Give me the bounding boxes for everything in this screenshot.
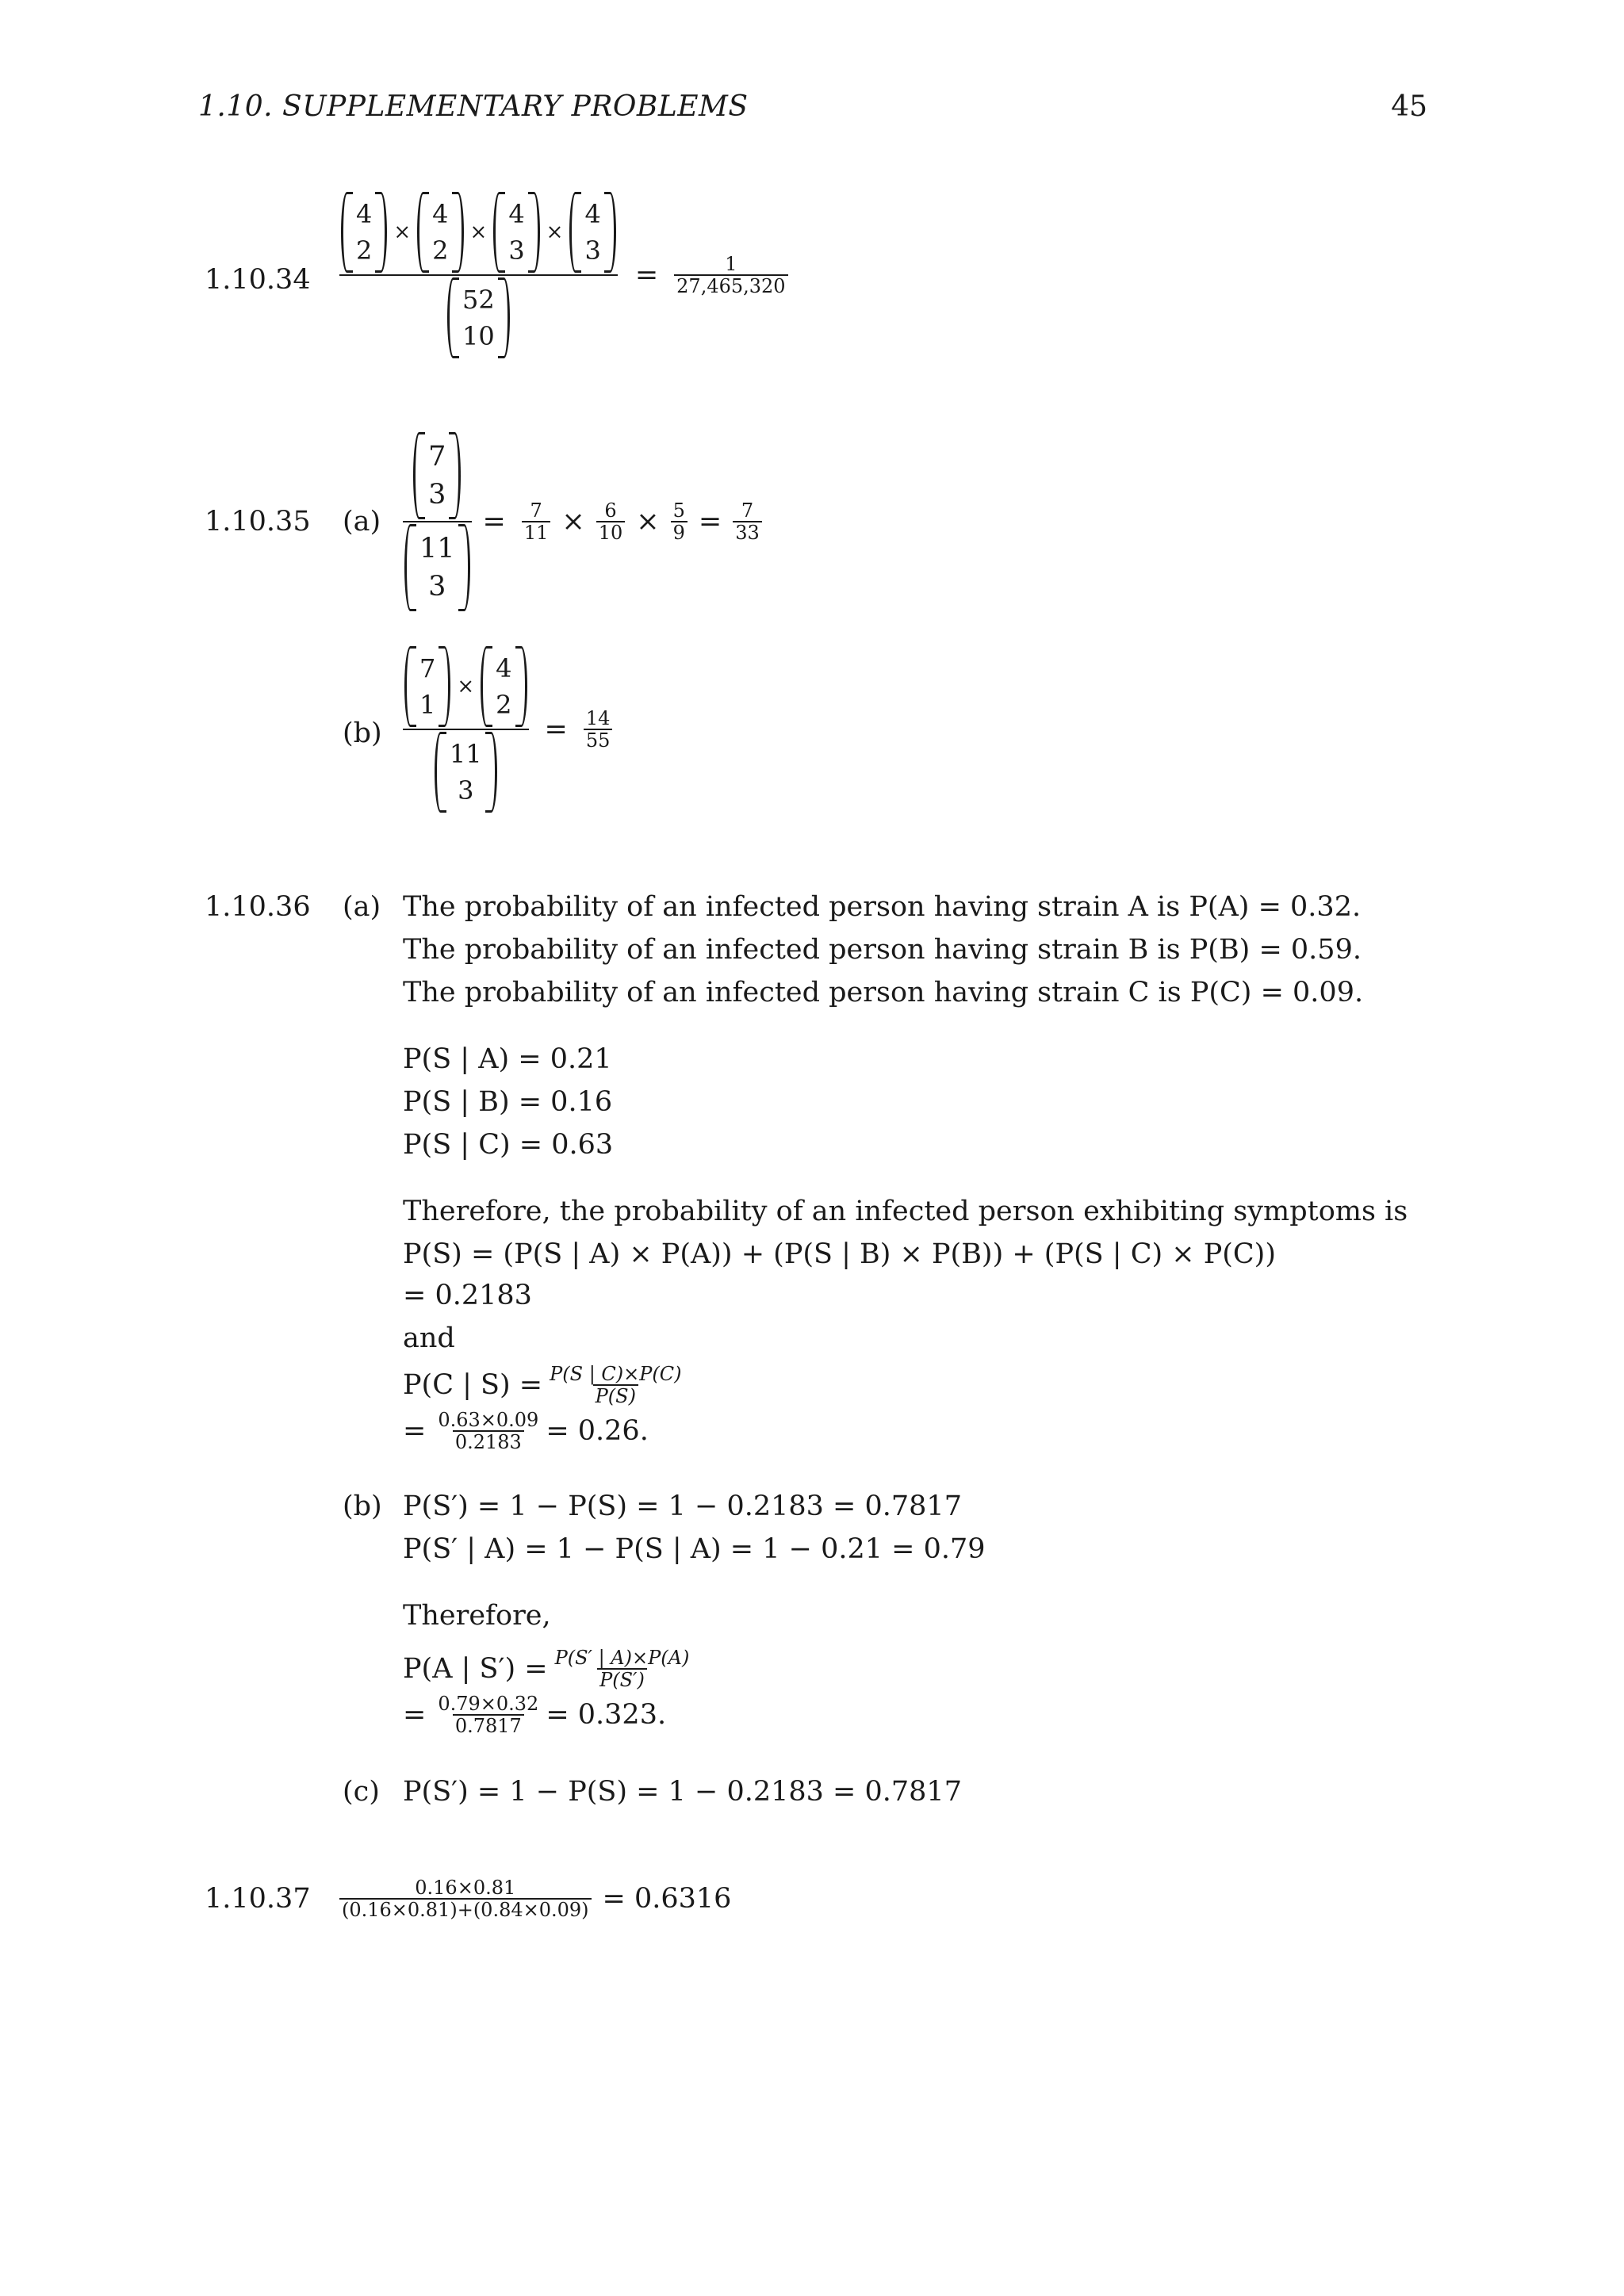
problem-number-37: 1.10.37 bbox=[205, 1883, 311, 1915]
problem-number-35: 1.10.35 bbox=[205, 506, 311, 538]
fraction: $\frac{7}{11}$ bbox=[522, 500, 551, 543]
fraction-35b: 7 1 × 4 2 11 3 bbox=[403, 646, 529, 813]
text-line: The probability of an infected person having strain B is P(B) = 0.59. bbox=[403, 934, 1362, 966]
part-label-a: (a) bbox=[343, 506, 381, 538]
math-line: P(A | S′) = $\frac{P(S' | A)\times P(A)}{P(S')}$ bbox=[403, 1647, 696, 1690]
result-fraction: $\frac{14}{55}$ bbox=[584, 708, 613, 751]
equation-35a: 7 3 11 3 = $\frac{7}{11}$ × $\frac{6}{10}$ × $\frac{5}{9}$ = $\frac{7}{33}$ bbox=[403, 432, 767, 611]
fraction-34 bbox=[339, 192, 618, 358]
binomial: 4 3 bbox=[493, 192, 539, 273]
text-line: Therefore, bbox=[403, 1600, 551, 1632]
fraction: $\frac{0.16\times 0.81}{(0.16\times 0.81)+(0.84\times 0.09)}$ bbox=[339, 1877, 592, 1920]
math-line: P(S′ | A) = 1 − P(S | A) = 1 − 0.21 = 0.79 bbox=[403, 1533, 986, 1565]
math-line: P(S) = (P(S | A) × P(A)) + (P(S | B) × P(B)) + (P(S | C) × P(C)) bbox=[403, 1238, 1276, 1270]
math-line: P(S | A) = 0.21 bbox=[403, 1043, 612, 1075]
binomial: 4 3 bbox=[569, 192, 615, 273]
fraction: $\frac{P(S' | A)\times P(A)}{P(S')}$ bbox=[554, 1647, 690, 1691]
text-line: Therefore, the probability of an infected person exhibiting symptoms is bbox=[403, 1196, 1408, 1227]
result-fraction: $\frac{7}{33}$ bbox=[733, 500, 762, 543]
fraction: $\frac{0.79\times 0.32}{0.7817}$ bbox=[438, 1693, 539, 1737]
fraction: $\frac{5}{9}$ bbox=[671, 500, 688, 543]
math-line: = $\frac{0.79\times 0.32}{0.7817}$ = 0.323. bbox=[403, 1693, 667, 1737]
binomial: 7 3 bbox=[413, 432, 461, 519]
part-label-b: (b) bbox=[343, 718, 382, 749]
equation-37: $\frac{0.16\times 0.81}{(0.16\times 0.81)+(0.84\times 0.09)}$ = 0.6316 bbox=[339, 1877, 731, 1920]
binomial: 11 3 bbox=[404, 524, 470, 611]
binomial: 52 10 bbox=[447, 277, 510, 358]
running-header: 1.10. SUPPLEMENTARY PROBLEMS bbox=[198, 90, 749, 123]
fraction: $\frac{P(S | C)\times P(C)}{P(S)}$ bbox=[550, 1363, 682, 1407]
binomial: 11 3 bbox=[435, 732, 497, 813]
problem-number-34: 1.10.34 bbox=[205, 264, 311, 296]
fraction: $\frac{0.63\times 0.09}{0.2183}$ bbox=[438, 1409, 539, 1453]
math-line: P(S | B) = 0.16 bbox=[403, 1086, 613, 1118]
math-line: = $\frac{0.63\times 0.09}{0.2183}$ = 0.26. bbox=[403, 1409, 649, 1453]
fraction-numerator: 4 2 × 4 2 × 4 3 × 4 3 bbox=[339, 192, 618, 273]
equation-34: 4 2 × 4 2 × 4 3 × 4 3 52 10 = $\frac{1}{27,465,320}$ bbox=[339, 192, 793, 358]
fraction: $\frac{6}{10}$ bbox=[596, 500, 626, 543]
binomial: 4 2 bbox=[341, 192, 387, 273]
part-label-b: (b) bbox=[343, 1490, 382, 1522]
problem-number-36: 1.10.36 bbox=[205, 891, 311, 923]
math-line: P(S | C) = 0.63 bbox=[403, 1129, 614, 1161]
page-number: 45 bbox=[1391, 90, 1427, 123]
math-line: = 0.2183 bbox=[403, 1280, 532, 1311]
text-line: and bbox=[403, 1322, 455, 1354]
text-line: The probability of an infected person having strain C is P(C) = 0.09. bbox=[403, 977, 1364, 1008]
binomial: 4 2 bbox=[481, 646, 527, 727]
text-line: The probability of an infected person having strain A is P(A) = 0.32. bbox=[403, 891, 1362, 923]
result-fraction: $\frac{1}{27,465,320}$ bbox=[674, 254, 787, 297]
fraction-denominator bbox=[446, 277, 511, 358]
binomial: 7 1 bbox=[404, 646, 450, 727]
math-line: P(S′) = 1 − P(S) = 1 − 0.2183 = 0.7817 bbox=[403, 1490, 962, 1522]
part-label-a: (a) bbox=[343, 891, 381, 923]
fraction-35a bbox=[403, 432, 472, 611]
equation-35b: 7 1 × 4 2 11 3 = $\frac{14}{55}$ bbox=[403, 646, 617, 813]
part-label-c: (c) bbox=[343, 1776, 380, 1808]
math-line: P(S′) = 1 − P(S) = 1 − 0.2183 = 0.7817 bbox=[403, 1776, 962, 1808]
binomial: 4 2 bbox=[417, 192, 463, 273]
math-line: P(C | S) = $\frac{P(S | C)\times P(C)}{P(S)}$ bbox=[403, 1364, 689, 1406]
